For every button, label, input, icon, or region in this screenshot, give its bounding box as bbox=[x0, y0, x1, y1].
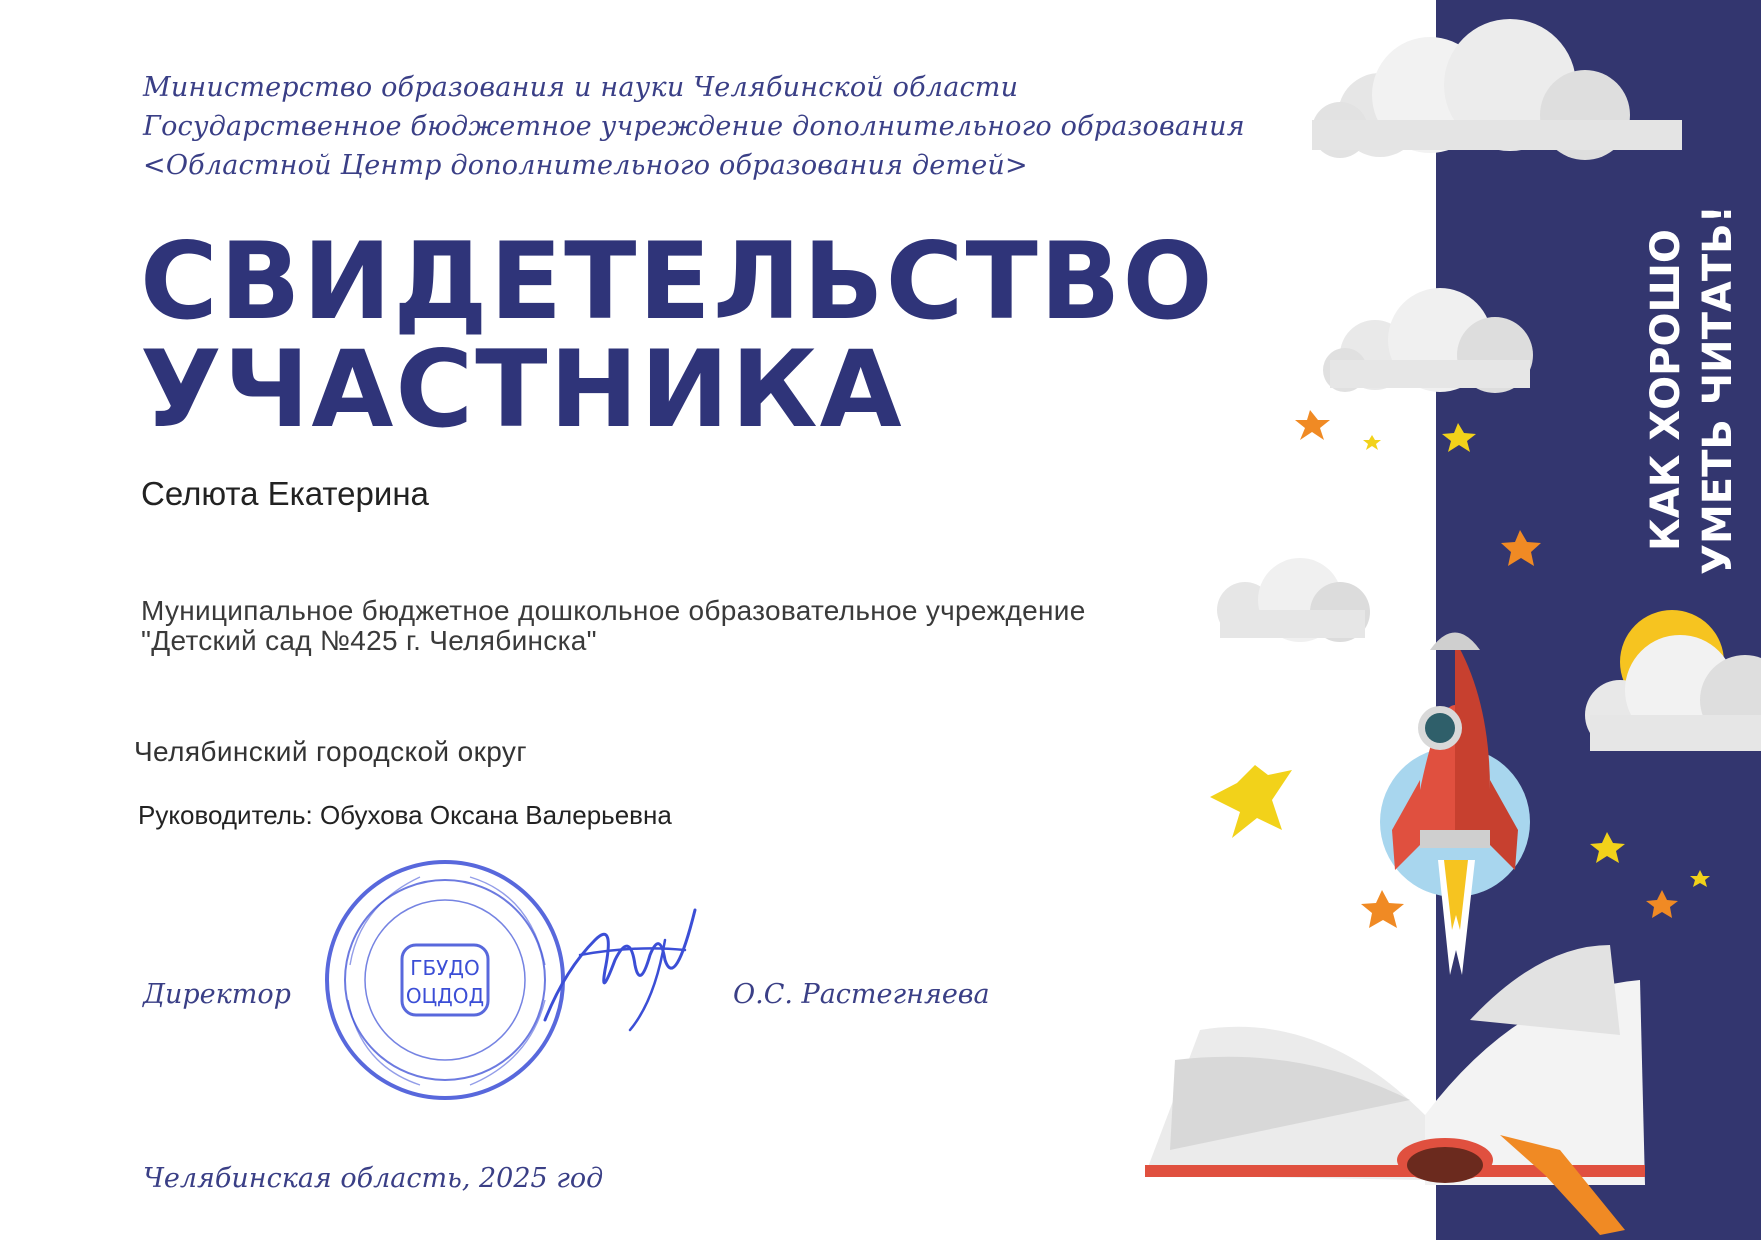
certificate-title-line2: УЧАСТНИКА bbox=[140, 328, 904, 451]
certificate-title-line1: СВИДЕТЕЛЬСТВО bbox=[140, 220, 1215, 343]
supervisor-name: Руководитель: Обухова Оксана Валерьевна bbox=[138, 800, 672, 830]
footer-location-year: Челябинская область, 2025 год bbox=[143, 1163, 604, 1194]
stamp-center-line1: ГБУДО bbox=[410, 956, 480, 980]
director-name: О.С. Растегняева bbox=[733, 979, 990, 1010]
side-banner-line2: УМЕТЬ ЧИТАТЬ! bbox=[1695, 205, 1741, 575]
official-stamp bbox=[320, 855, 570, 1105]
director-signature bbox=[535, 880, 705, 1040]
side-band bbox=[1436, 0, 1761, 1240]
stamp-center-line2: ОЦДОД bbox=[405, 984, 485, 1008]
organization-header bbox=[143, 68, 1245, 185]
district-name: Челябинский городской округ bbox=[134, 736, 527, 767]
side-banner-text bbox=[1640, 200, 1750, 580]
organization-line1: Министерство образования и науки Челябинской области bbox=[143, 72, 1019, 103]
cloud-small bbox=[1217, 558, 1370, 642]
director-label: Директор bbox=[143, 979, 291, 1010]
organization-line2: Государственное бюджетное учреждение дополнительного образования bbox=[143, 111, 1245, 142]
organization-line3: <Областной Центр дополнительного образования детей> bbox=[143, 150, 1028, 181]
participant-name: Селюта Екатерина bbox=[141, 475, 429, 512]
institution-name: Муниципальное бюджетное дошкольное образовательное учреждение "Детский сад №425 г. Челябинска" bbox=[141, 595, 1086, 656]
side-banner-line1: КАК ХОРОШО bbox=[1643, 229, 1689, 551]
certificate-title bbox=[140, 220, 1215, 451]
